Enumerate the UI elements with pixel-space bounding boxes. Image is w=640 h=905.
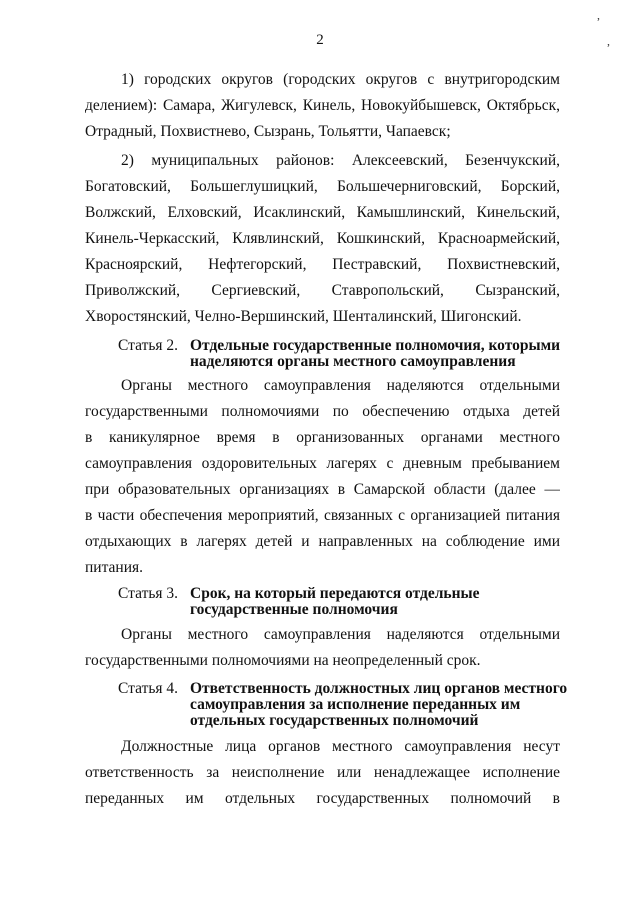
text-line: Органы местного самоуправления наделяются отдельными: [121, 626, 560, 643]
text-line: Красноярский, Нефтегорский, Пестравский, Похвистневский,: [85, 256, 560, 273]
scan-mark: ,: [607, 34, 610, 48]
text-line: питания.: [85, 559, 144, 576]
text-line: Отрадный, Похвистнево, Сызрань, Тольятти, Чапаевск;: [85, 123, 451, 140]
article-label: Статья 3.: [118, 585, 179, 602]
text-line: в каникулярное время в организованных органами местного: [85, 429, 560, 446]
article-label: Статья 4.: [118, 680, 179, 697]
text-line: Хворостянский, Челно-Вершинский, Шенталинский, Шигонский.: [85, 308, 522, 325]
text-line: при образовательных организациях в Самарской области (далее —: [85, 481, 560, 498]
article-2-heading: [118, 338, 578, 372]
article-title: Срок, на который передаются отдельные государственные полномочия: [190, 585, 480, 618]
text-line: самоуправления оздоровительных лагерях с дневным пребыванием: [85, 455, 560, 472]
text-line: в части обеспечения мероприятий, связанных с организацией питания: [85, 507, 560, 524]
text-line: Кинель-Черкасский, Клявлинский, Кошкинский, Красноармейский,: [85, 230, 560, 247]
text-line: переданных им отдельных государственных полномочий в: [85, 790, 560, 807]
text-line: отдыхающих в лагерях детей и направленных на соблюдение ими: [85, 533, 560, 550]
article-3-text: [85, 622, 560, 674]
text-line: делением): Самара, Жигулевск, Кинель, Новокуйбышевск, Октябрьск,: [85, 97, 560, 114]
text-line: Должностные лица органов местного самоуправления несут: [121, 738, 560, 755]
article-title: Ответственность должностных лиц органов местного самоуправления за исполнение переданных им отдельных государственных полномочий: [190, 680, 568, 729]
article-4-heading: [118, 681, 578, 731]
article-title: Отдельные государственные полномочия, которыми наделяются органы местного самоуправления: [190, 337, 561, 370]
text-line: государственными полномочиями на неопределенный срок.: [85, 652, 481, 669]
article-2-text: [85, 373, 560, 581]
article-3-heading: [118, 586, 578, 620]
text-line: 2) муниципальных районов: Алексеевский, Безенчукский,: [121, 152, 560, 169]
article-label: Статья 2.: [118, 337, 179, 354]
text-line: Волжский, Елховский, Исаклинский, Камышлинский, Кинельский,: [85, 204, 560, 221]
text-line: ответственность за неисполнение или ненадлежащее исполнение: [85, 764, 560, 781]
text-line: Богатовский, Большеглушицкий, Большечерниговский, Борский,: [85, 178, 560, 195]
list-item-2: [85, 148, 560, 330]
scan-mark: ,: [597, 8, 600, 22]
page-number: 2: [316, 32, 324, 48]
text-line: 1) городских округов (городских округов с внутригородским: [121, 71, 560, 88]
text-line: Органы местного самоуправления наделяются отдельными: [121, 377, 560, 394]
text-line: Приволжский, Сергиевский, Ставропольский, Сызранский,: [85, 282, 560, 299]
article-4-text: [85, 734, 560, 812]
text-line: государственными полномочиями по обеспечению отдыха детей: [85, 403, 560, 420]
list-item-1: [85, 67, 560, 145]
